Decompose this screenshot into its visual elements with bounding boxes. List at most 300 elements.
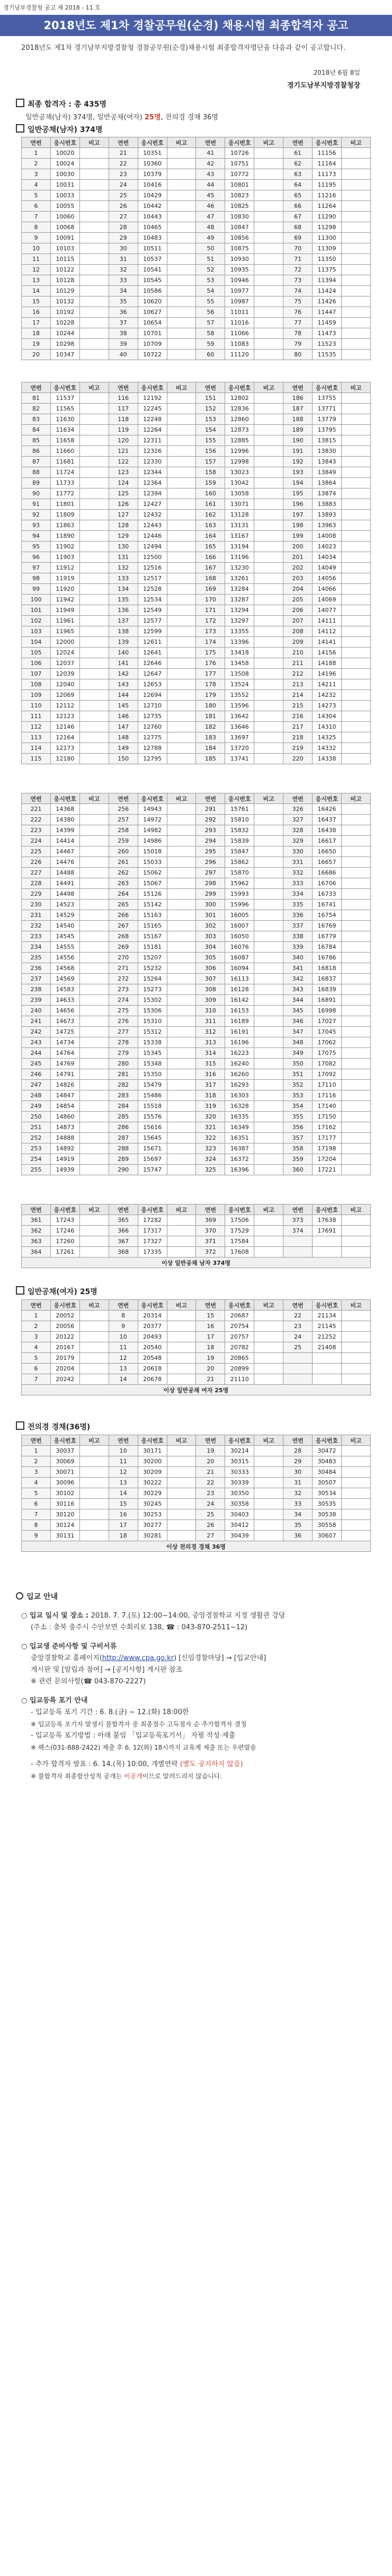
exam-number-cell: 11120 xyxy=(225,350,254,360)
exam-number-cell: 12500 xyxy=(138,552,167,563)
column-header: 연번 xyxy=(283,1300,313,1311)
serial-cell: 211 xyxy=(283,658,313,669)
remark-cell xyxy=(254,711,283,722)
remark-cell xyxy=(167,435,196,446)
remark-cell xyxy=(79,1016,109,1027)
serial-cell: 368 xyxy=(109,1247,138,1258)
serial-cell: 279 xyxy=(109,1048,138,1059)
serial-cell: 1 xyxy=(22,148,51,159)
remark-cell xyxy=(79,1456,109,1467)
table-row xyxy=(22,350,371,360)
remark-cell xyxy=(341,201,370,212)
remark-cell xyxy=(254,1006,283,1016)
remark-cell xyxy=(79,1478,109,1488)
table-footer-text: 이상 일반공채 남자 374명 xyxy=(22,1258,371,1268)
table-footer-row xyxy=(22,1385,371,1395)
serial-cell: 35 xyxy=(109,296,138,307)
serial-cell: 36 xyxy=(283,1531,313,1541)
remark-cell xyxy=(79,201,109,212)
exam-number-cell: 10055 xyxy=(50,201,79,212)
serial-cell: 294 xyxy=(196,836,225,846)
serial-cell: 69 xyxy=(283,233,313,243)
exam-number-cell: 10115 xyxy=(50,254,79,265)
remark-cell xyxy=(254,1048,283,1059)
exam-number-cell: 11658 xyxy=(50,435,79,446)
remark-cell xyxy=(254,446,283,457)
exam-number-cell: 10129 xyxy=(50,286,79,296)
exam-number-cell: 14368 xyxy=(50,804,79,815)
remark-cell xyxy=(79,1488,109,1499)
serial-cell: 353 xyxy=(283,1090,313,1101)
remark-cell xyxy=(341,404,370,414)
remark-cell xyxy=(341,1122,370,1133)
serial-cell: 229 xyxy=(22,889,51,900)
exam-number-cell: 30200 xyxy=(138,1456,167,1467)
exam-number-cell: 13396 xyxy=(225,637,254,648)
male-table-4 xyxy=(21,1204,371,1268)
remark-cell xyxy=(167,931,196,942)
exam-number-cell: 13720 xyxy=(225,743,254,754)
remark-cell xyxy=(341,825,370,836)
table-row xyxy=(22,616,371,626)
exam-number-cell: 14066 xyxy=(313,584,342,595)
female-heading: 일반공채(여자) 25명 xyxy=(16,1286,97,1297)
exam-number-cell: 10228 xyxy=(50,318,79,328)
exam-number-cell: 16142 xyxy=(225,995,254,1006)
table-row xyxy=(22,1069,371,1080)
remark-cell xyxy=(341,1488,370,1499)
remark-cell xyxy=(79,815,109,825)
exam-number-cell: 12599 xyxy=(138,626,167,637)
exam-number-cell: 17092 xyxy=(313,1069,342,1080)
remark-cell xyxy=(167,754,196,764)
remark-cell xyxy=(79,595,109,605)
exam-number-cell: 13524 xyxy=(225,679,254,690)
remark-cell xyxy=(79,286,109,296)
serial-cell: 183 xyxy=(196,732,225,743)
serial-cell: 264 xyxy=(109,889,138,900)
serial-cell: 249 xyxy=(22,1101,51,1112)
remark-cell xyxy=(254,1090,283,1101)
exam-number-cell: 12432 xyxy=(138,510,167,520)
serial-cell: 164 xyxy=(196,531,225,542)
remark-cell xyxy=(79,467,109,478)
exam-number-cell: 11290 xyxy=(313,212,342,222)
exam-number-cell: 10930 xyxy=(225,254,254,265)
exam-number-cell: 10060 xyxy=(50,212,79,222)
column-header: 비고 xyxy=(79,382,109,393)
serial-cell: 113 xyxy=(22,732,51,743)
exam-number-cell: 20204 xyxy=(50,1364,79,1374)
exam-number-cell: 17529 xyxy=(225,1226,254,1236)
remark-cell xyxy=(79,1090,109,1101)
serial-cell: 78 xyxy=(283,328,313,339)
serial-cell: 13 xyxy=(109,1478,138,1488)
withdrawal-item: ○ 입교등록 포기 안내 xyxy=(21,1697,88,1705)
column-header: 비고 xyxy=(79,1435,109,1446)
exam-number-cell: 16837 xyxy=(313,974,342,984)
exam-number-cell: 13642 xyxy=(225,711,254,722)
exam-number-cell: 14211 xyxy=(313,679,342,690)
serial-cell: 75 xyxy=(283,296,313,307)
remark-cell xyxy=(79,1143,109,1154)
remark-cell xyxy=(254,393,283,404)
table-row xyxy=(22,1006,371,1016)
exam-number-cell: 15350 xyxy=(138,1069,167,1080)
serial-cell: 39 xyxy=(109,339,138,350)
remark-cell xyxy=(341,318,370,328)
exam-number-cell: 20377 xyxy=(138,1321,167,1332)
remark-cell xyxy=(167,942,196,953)
exam-number-cell: 15761 xyxy=(225,804,254,815)
exam-number-cell: 14633 xyxy=(50,995,79,1006)
exam-number-cell: 12641 xyxy=(138,648,167,658)
remark-cell xyxy=(341,488,370,499)
table-row xyxy=(22,1311,371,1321)
column-header: 연번 xyxy=(109,1435,138,1446)
remark-cell xyxy=(254,1321,283,1332)
exam-number-cell: 14873 xyxy=(50,1122,79,1133)
serial-cell: 68 xyxy=(283,222,313,233)
male-table-1 xyxy=(21,137,371,360)
column-header: 비고 xyxy=(79,1204,109,1215)
entrance-heading: 입교 안내 xyxy=(16,1591,58,1602)
remark-cell xyxy=(254,499,283,510)
table-row xyxy=(22,995,371,1006)
remark-cell xyxy=(79,679,109,690)
serial-cell: 365 xyxy=(109,1215,138,1226)
serial-cell: 181 xyxy=(196,711,225,722)
exam-number-cell: 14986 xyxy=(138,836,167,846)
table-row xyxy=(22,1520,371,1531)
remark-cell xyxy=(79,1353,109,1364)
remark-cell xyxy=(79,1133,109,1143)
table-row xyxy=(22,573,371,584)
exam-number-cell: 13596 xyxy=(225,701,254,711)
remark-cell xyxy=(167,868,196,878)
remark-cell xyxy=(254,1364,283,1374)
remark-cell xyxy=(167,1236,196,1247)
male-heading: 일반공채(남자) 374명 xyxy=(16,124,103,135)
serial-cell: 121 xyxy=(109,446,138,457)
serial-cell: 29 xyxy=(109,233,138,243)
exam-number-cell: 15645 xyxy=(138,1133,167,1143)
exam-number-cell: 15163 xyxy=(138,910,167,921)
remark-cell xyxy=(341,531,370,542)
serial-cell: 354 xyxy=(283,1101,313,1112)
serial-cell: 203 xyxy=(283,573,313,584)
remark-cell xyxy=(167,804,196,815)
serial-cell: 54 xyxy=(196,286,225,296)
remark-cell xyxy=(254,233,283,243)
exam-number-cell xyxy=(313,1364,342,1374)
table-row xyxy=(22,243,371,254)
serial-cell: 242 xyxy=(22,1027,51,1037)
exam-number-cell: 21408 xyxy=(313,1342,342,1353)
exam-number-cell: 10823 xyxy=(225,190,254,201)
serial-cell: 11 xyxy=(109,1456,138,1467)
remark-cell xyxy=(79,159,109,169)
serial-cell: 38 xyxy=(109,328,138,339)
exam-number-cell: 11733 xyxy=(50,478,79,488)
exam-number-cell: 16260 xyxy=(225,1069,254,1080)
table-row xyxy=(22,1027,371,1037)
serial-cell: 20 xyxy=(22,350,51,360)
serial-cell: 341 xyxy=(283,963,313,974)
remark-cell xyxy=(79,1446,109,1456)
serial-cell: 221 xyxy=(22,804,51,815)
serial-cell: 319 xyxy=(196,1101,225,1112)
exam-number-cell: 11424 xyxy=(313,286,342,296)
serial-cell: 114 xyxy=(22,743,51,754)
serial-cell: 87 xyxy=(22,457,51,467)
exam-number-cell: 13294 xyxy=(225,605,254,616)
serial-cell: 81 xyxy=(22,393,51,404)
table-row xyxy=(22,510,371,520)
serial-cell: 7 xyxy=(22,1509,51,1520)
exam-number-cell: 14488 xyxy=(50,868,79,878)
exam-number-cell: 13883 xyxy=(313,499,342,510)
remark-cell xyxy=(341,1321,370,1332)
table-row xyxy=(22,478,371,488)
exam-number-cell: 12326 xyxy=(138,446,167,457)
serial-cell: 300 xyxy=(196,900,225,910)
remark-cell xyxy=(254,169,283,180)
remark-cell xyxy=(341,900,370,910)
serial-cell: 336 xyxy=(283,910,313,921)
exam-number-cell: 11473 xyxy=(313,328,342,339)
serial-cell: 2 xyxy=(22,1321,51,1332)
remark-cell xyxy=(254,243,283,254)
exam-number-cell: 15167 xyxy=(138,931,167,942)
remark-cell xyxy=(79,520,109,531)
remark-cell xyxy=(167,648,196,658)
exam-number-cell: 14540 xyxy=(50,921,79,931)
exam-number-cell: 10654 xyxy=(138,318,167,328)
column-header: 연번 xyxy=(196,1300,225,1311)
table-row xyxy=(22,722,371,732)
exam-number-cell: 16196 xyxy=(225,1037,254,1048)
serial-cell: 277 xyxy=(109,1027,138,1037)
exam-number-cell: 10192 xyxy=(50,307,79,318)
withdrawal-line-6: ※ 불합격자 최종합산성적 공개는 비공개이므로 알려드리지 않습니다. xyxy=(31,1772,222,1780)
remark-cell xyxy=(79,457,109,467)
remark-cell xyxy=(79,1048,109,1059)
serial-cell: 246 xyxy=(22,1069,51,1080)
serial-cell: 333 xyxy=(283,878,313,889)
withdrawal-line-1: - 입교등록 포기 기간 : 6. 8.(금) ~ 12.(화) 18:00한 xyxy=(31,1708,189,1716)
serial-cell: 15 xyxy=(109,1499,138,1509)
exam-number-cell: 11350 xyxy=(313,254,342,265)
exam-number-cell: 16191 xyxy=(225,1027,254,1037)
serial-cell: 24 xyxy=(283,1332,313,1342)
exam-number-cell: 12427 xyxy=(138,499,167,510)
remark-cell xyxy=(167,743,196,754)
table-row xyxy=(22,414,371,425)
serial-cell: 188 xyxy=(283,414,313,425)
serial-cell: 71 xyxy=(283,254,313,265)
table-row xyxy=(22,148,371,159)
remark-cell xyxy=(341,679,370,690)
remark-cell xyxy=(254,1059,283,1069)
exam-number-cell: 20179 xyxy=(50,1353,79,1364)
exam-number-cell: 10122 xyxy=(50,265,79,275)
exam-number-cell: 16818 xyxy=(313,963,342,974)
entrance-date-item: ○ 입교 일시 및 장소 : 2018. 7. 7.(토) 12:00~14:00, 중앙경찰학교 지정 생활관 강당 xyxy=(21,1612,286,1620)
table-row xyxy=(22,488,371,499)
remark-cell xyxy=(341,804,370,815)
table-row xyxy=(22,275,371,286)
serial-cell: 318 xyxy=(196,1090,225,1101)
exam-number-cell: 16396 xyxy=(225,1165,254,1175)
serial-cell: 366 xyxy=(109,1226,138,1236)
remark-cell xyxy=(341,722,370,732)
exam-number-cell: 17116 xyxy=(313,1090,342,1101)
serial-cell: 127 xyxy=(109,510,138,520)
male-table-3 xyxy=(21,793,371,1175)
remark-cell xyxy=(79,1154,109,1165)
serial-cell: 315 xyxy=(196,1059,225,1069)
exam-number-cell: 10935 xyxy=(225,265,254,275)
remark-cell xyxy=(254,637,283,648)
exam-number-cell: 16686 xyxy=(313,868,342,878)
serial-cell: 334 xyxy=(283,889,313,900)
exam-number-cell xyxy=(313,1247,342,1258)
serial-cell: 135 xyxy=(109,595,138,605)
table-row xyxy=(22,754,371,764)
serial-cell: 278 xyxy=(109,1037,138,1048)
serial-cell: 43 xyxy=(196,169,225,180)
remark-cell xyxy=(341,616,370,626)
exam-number-cell: 13697 xyxy=(225,732,254,743)
exam-number-cell: 30124 xyxy=(50,1520,79,1531)
exam-number-cell: 13963 xyxy=(313,520,342,531)
remark-cell xyxy=(254,148,283,159)
exam-number-cell: 12998 xyxy=(225,457,254,467)
column-header: 응시번호 xyxy=(138,1300,167,1311)
remark-cell xyxy=(254,804,283,815)
exam-number-cell: 10298 xyxy=(50,339,79,350)
serial-cell: 171 xyxy=(196,605,225,616)
exam-number-cell: 20782 xyxy=(225,1342,254,1353)
exam-number-cell: 12873 xyxy=(225,425,254,435)
serial-cell: 312 xyxy=(196,1027,225,1037)
table-footer-text: 이상 전의경 경채 36명 xyxy=(22,1541,371,1552)
exam-number-cell: 16293 xyxy=(225,1080,254,1090)
table-row xyxy=(22,1488,371,1499)
remark-cell xyxy=(341,563,370,573)
serial-cell: 5 xyxy=(22,1353,51,1364)
table-row xyxy=(22,563,371,573)
exam-number-cell: 10801 xyxy=(225,180,254,190)
serial-cell: 339 xyxy=(283,942,313,953)
serial-cell: 292 xyxy=(196,815,225,825)
serial-cell: 20 xyxy=(196,1456,225,1467)
serial-cell: 257 xyxy=(109,815,138,825)
exam-number-cell: 15616 xyxy=(138,1122,167,1133)
serial-cell: 28 xyxy=(283,1446,313,1456)
exam-number-cell: 13458 xyxy=(225,658,254,669)
serial-cell: 332 xyxy=(283,868,313,878)
exam-number-cell: 12146 xyxy=(50,722,79,732)
exam-number-cell: 10429 xyxy=(138,190,167,201)
column-header: 연번 xyxy=(109,137,138,148)
table-row xyxy=(22,1143,371,1154)
remark-cell xyxy=(254,910,283,921)
remark-cell xyxy=(167,658,196,669)
square-bullet-icon xyxy=(16,1286,24,1295)
table-row xyxy=(22,1165,371,1175)
exam-number-cell: 12653 xyxy=(138,679,167,690)
remark-cell xyxy=(79,190,109,201)
serial-cell: 216 xyxy=(283,711,313,722)
remark-cell xyxy=(341,1456,370,1467)
serial-cell: 46 xyxy=(196,201,225,212)
remark-cell xyxy=(167,1364,196,1374)
serial-cell: 143 xyxy=(109,679,138,690)
remark-cell xyxy=(79,953,109,963)
serial-cell: 226 xyxy=(22,857,51,868)
exam-number-cell: 30116 xyxy=(50,1499,79,1509)
remark-cell xyxy=(254,1520,283,1531)
homepage-link[interactable]: http://www.cpa.go.kr xyxy=(102,1654,174,1662)
exam-number-cell: 14919 xyxy=(50,1154,79,1165)
exam-number-cell: 13196 xyxy=(225,552,254,563)
exam-number-cell: 14764 xyxy=(50,1048,79,1059)
exam-number-cell: 15306 xyxy=(138,1006,167,1016)
remark-cell xyxy=(167,616,196,626)
serial-cell: 12 xyxy=(109,1467,138,1478)
column-header: 응시번호 xyxy=(50,1435,79,1446)
remark-cell xyxy=(254,648,283,658)
serial-cell: 352 xyxy=(283,1080,313,1090)
remark-cell xyxy=(167,1080,196,1090)
conscript-table xyxy=(21,1435,371,1552)
table-row xyxy=(22,446,371,457)
remark-cell xyxy=(79,722,109,732)
remark-cell xyxy=(167,552,196,563)
remark-cell xyxy=(341,701,370,711)
table-row xyxy=(22,626,371,637)
remark-cell xyxy=(79,743,109,754)
exam-number-cell: 11942 xyxy=(50,595,79,605)
remark-cell xyxy=(341,732,370,743)
exam-number-cell: 13508 xyxy=(225,669,254,679)
serial-cell: 281 xyxy=(109,1069,138,1080)
remark-cell xyxy=(341,446,370,457)
remark-cell xyxy=(254,350,283,360)
serial-cell: 374 xyxy=(283,1226,313,1236)
table-row xyxy=(22,1236,371,1247)
serial-cell: 120 xyxy=(109,435,138,446)
table-row xyxy=(22,1016,371,1027)
column-header: 응시번호 xyxy=(50,1204,79,1215)
remark-cell xyxy=(254,963,283,974)
serial-cell: 180 xyxy=(196,701,225,711)
remark-cell xyxy=(254,1236,283,1247)
serial-cell: 244 xyxy=(22,1048,51,1059)
remark-cell xyxy=(79,804,109,815)
serial-cell: 355 xyxy=(283,1112,313,1122)
remark-cell xyxy=(79,1311,109,1321)
remark-cell xyxy=(79,435,109,446)
exam-number-cell: 20865 xyxy=(225,1353,254,1364)
table-row xyxy=(22,286,371,296)
serial-cell: 18 xyxy=(109,1531,138,1541)
exam-number-cell: 10379 xyxy=(138,169,167,180)
serial-cell: 19 xyxy=(196,1353,225,1364)
serial-cell: 167 xyxy=(196,563,225,573)
